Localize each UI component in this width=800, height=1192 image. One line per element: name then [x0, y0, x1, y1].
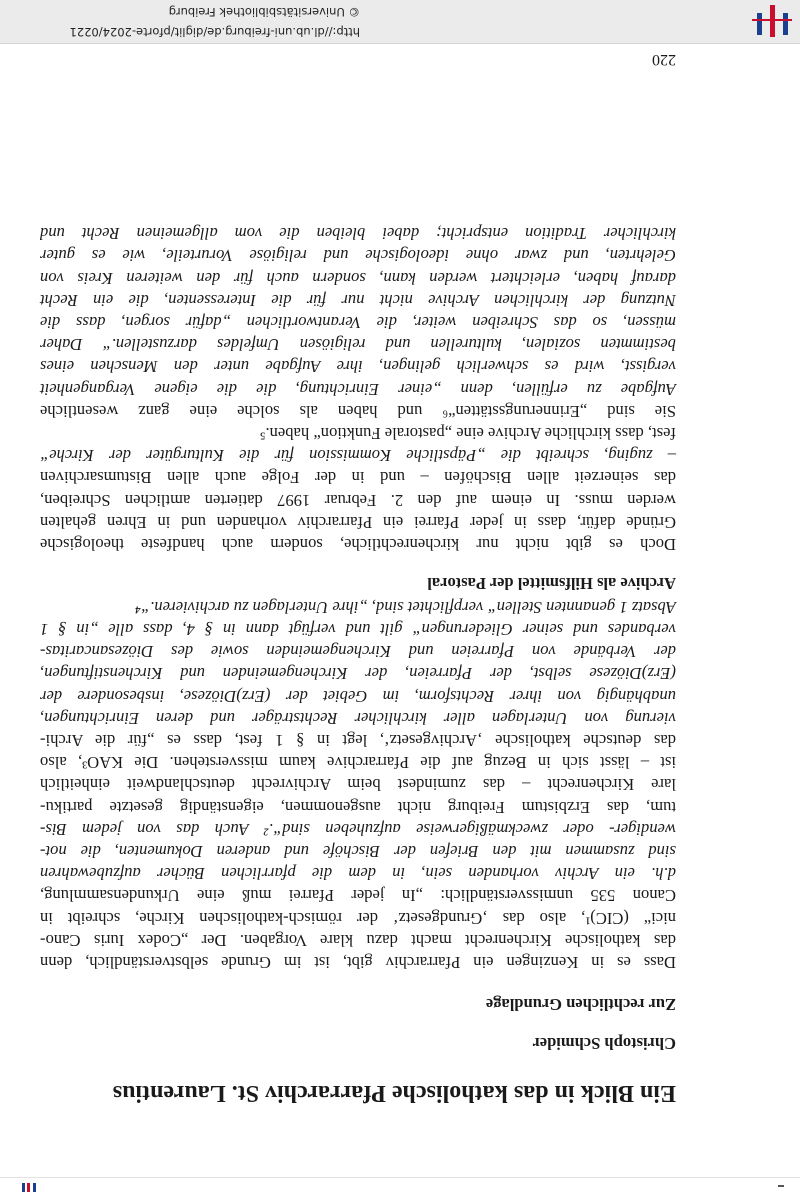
text-line: Gelehrten, und zwar ohne ideologische und religiöse Vorurteile, wie es guter: [40, 246, 676, 266]
text-line: werden muss. In einem auf den 2. Februar 1997 datierten amtlichen Schreiben,: [40, 490, 676, 510]
text-line: tum, das Erzbistum Freiburg nicht ausgenommen, eigenständig gesetzte partiku-: [40, 797, 676, 817]
text-line: d.h. ein Archiv vorhanden sein, in dem die pfarrlichen Bücher aufzubewahren: [40, 864, 676, 884]
text-line: vergisst, wird es schwerlich gelingen, ihre Aufgabe unter den Menschen eines: [40, 357, 676, 377]
text-line: das deutsche katholische ‚Archivgesetz‘, legt in § 1 fest, dass es „für die Archi-: [40, 731, 676, 750]
text-line: kirchlicher Tradition entspricht; dabei bleiben die vom allgemeinen Recht und: [40, 224, 676, 244]
text-line: ist – lässt sich in Bezug auf die Pfarrarchive kaum missverstehen. Die KAO³, also: [40, 753, 676, 773]
page-number: 220: [652, 51, 676, 68]
text-line: bestimmten sozialen, kulturellen und religiösen Umfeldes darzustellen.“ Daher: [40, 335, 676, 355]
text-line: unabhängig von ihrer Rechtsform, im Gebiet der (Erz)Diözese, insbesondere der: [40, 686, 676, 706]
text-line: Canon 535 unmissverständlich: „In jeder Pfarrei muß eine Urkundensammlung,: [40, 886, 676, 906]
article-title: Ein Blick in das katholische Pfarrarchiv St. Laurentius: [112, 1080, 676, 1106]
text-line: Doch es gibt nicht nur kirchenrechtliche, sondern auch handfeste theologische: [40, 535, 676, 554]
text-line: darauf haben, erleichtert werden kann, sondern auch für den weiteren Kreis von: [40, 268, 676, 288]
text-line: Sie sind „Erinnerungsstätten“⁶ und haben als solche eine ganz wesentliche: [40, 401, 676, 421]
text-line: (Erz)Diözese selbst, der Pfarreien, der Kirchengemeinden und Kirchenstiftungen,: [40, 664, 676, 684]
article-author: Christoph Schmider: [532, 1034, 676, 1053]
text-line: müssen, so das Schreiben weiter, die Verantwortlichen „dafür sorgen, dass die: [40, 313, 676, 332]
text-line: sind zusammen mit den Briefen der Bischöfe und anderen Dokumenten, die not-: [40, 842, 676, 861]
text-line: das seinerzeit allen Bischöfen – und in der Folge auch allen Bistumsarchiven: [40, 468, 676, 488]
text-line: Gründe dafür, dass in jeder Pfarrei ein Pfarrarchiv vorhanden und in Ehren gehalten: [40, 512, 676, 532]
text-line: verbandes und seiner Gliederungen“ gilt und verfügt dann in § 4, dass alle „in § 1: [40, 620, 676, 639]
text-line: – zuging, schreibt die „Päpstliche Kommission für die Kulturgüter der Kirche“: [40, 446, 676, 466]
text-line: fest, dass kirchliche Archive eine „pastorale Funktion“ haben.⁵: [259, 424, 676, 443]
text-line: das katholische Kirchenrecht macht dazu klare Vorgaben. Der „Codex Iuris Cano-: [40, 930, 676, 950]
text-line: Aufgabe zu erfüllen, denn „einer Einrichtung, die die eigene Vergangenheit: [40, 379, 676, 399]
section-heading-legal: Zur rechtlichen Grundlage: [485, 995, 676, 1014]
text-line: wendiger- oder zweckmäßigerweise aufzuheben sind“.² Auch das von jedem Bis-: [40, 819, 676, 839]
document-url-link[interactable]: http://dl.ub.uni-freiburg.de/diglit/pforte-2024/0221: [69, 25, 360, 39]
viewer-footer: [0, 0, 800, 44]
minus-icon[interactable]: [778, 1185, 784, 1187]
logo-mark-icon: [22, 1183, 36, 1192]
text-line: Absatz 1 genannten Stellen“ verpflichtet sind, „ihre Unterlagen zu archivieren.“⁴: [135, 597, 676, 617]
text-line: lare Kirchenrecht – das zumindest beim Archivrecht deutschlandweit einheitlich: [40, 775, 676, 795]
text-line: vierung von Unterlagen aller kirchlicher Rechtsträger und deren Einrichtungen,: [40, 708, 676, 728]
viewer-top-strip: [0, 1177, 800, 1192]
text-line: der Verbände von Pfarreien und Kirchengemeinden sowie des Diözesancaritas-: [40, 642, 676, 662]
text-line: nici“ (CIC)¹, also das ‚Grundgesetz‘ der römisch-katholischen Kirche, schreibt in: [40, 908, 676, 928]
university-logo-icon: [752, 5, 792, 37]
section-heading-pastoral: Archive als Hilfsmittel der Pastoral: [427, 574, 676, 593]
text-line: Nutzung der kirchlichen Archive nicht nur für die Interessenten, die ein Recht: [40, 290, 676, 310]
text-line: Dass es in Kenzingen ein Pfarrarchiv gibt, ist im Grunde selbstverständlich, denn: [40, 953, 676, 972]
copyright-notice: © Universitätsbibliothek Freiburg: [168, 5, 360, 19]
